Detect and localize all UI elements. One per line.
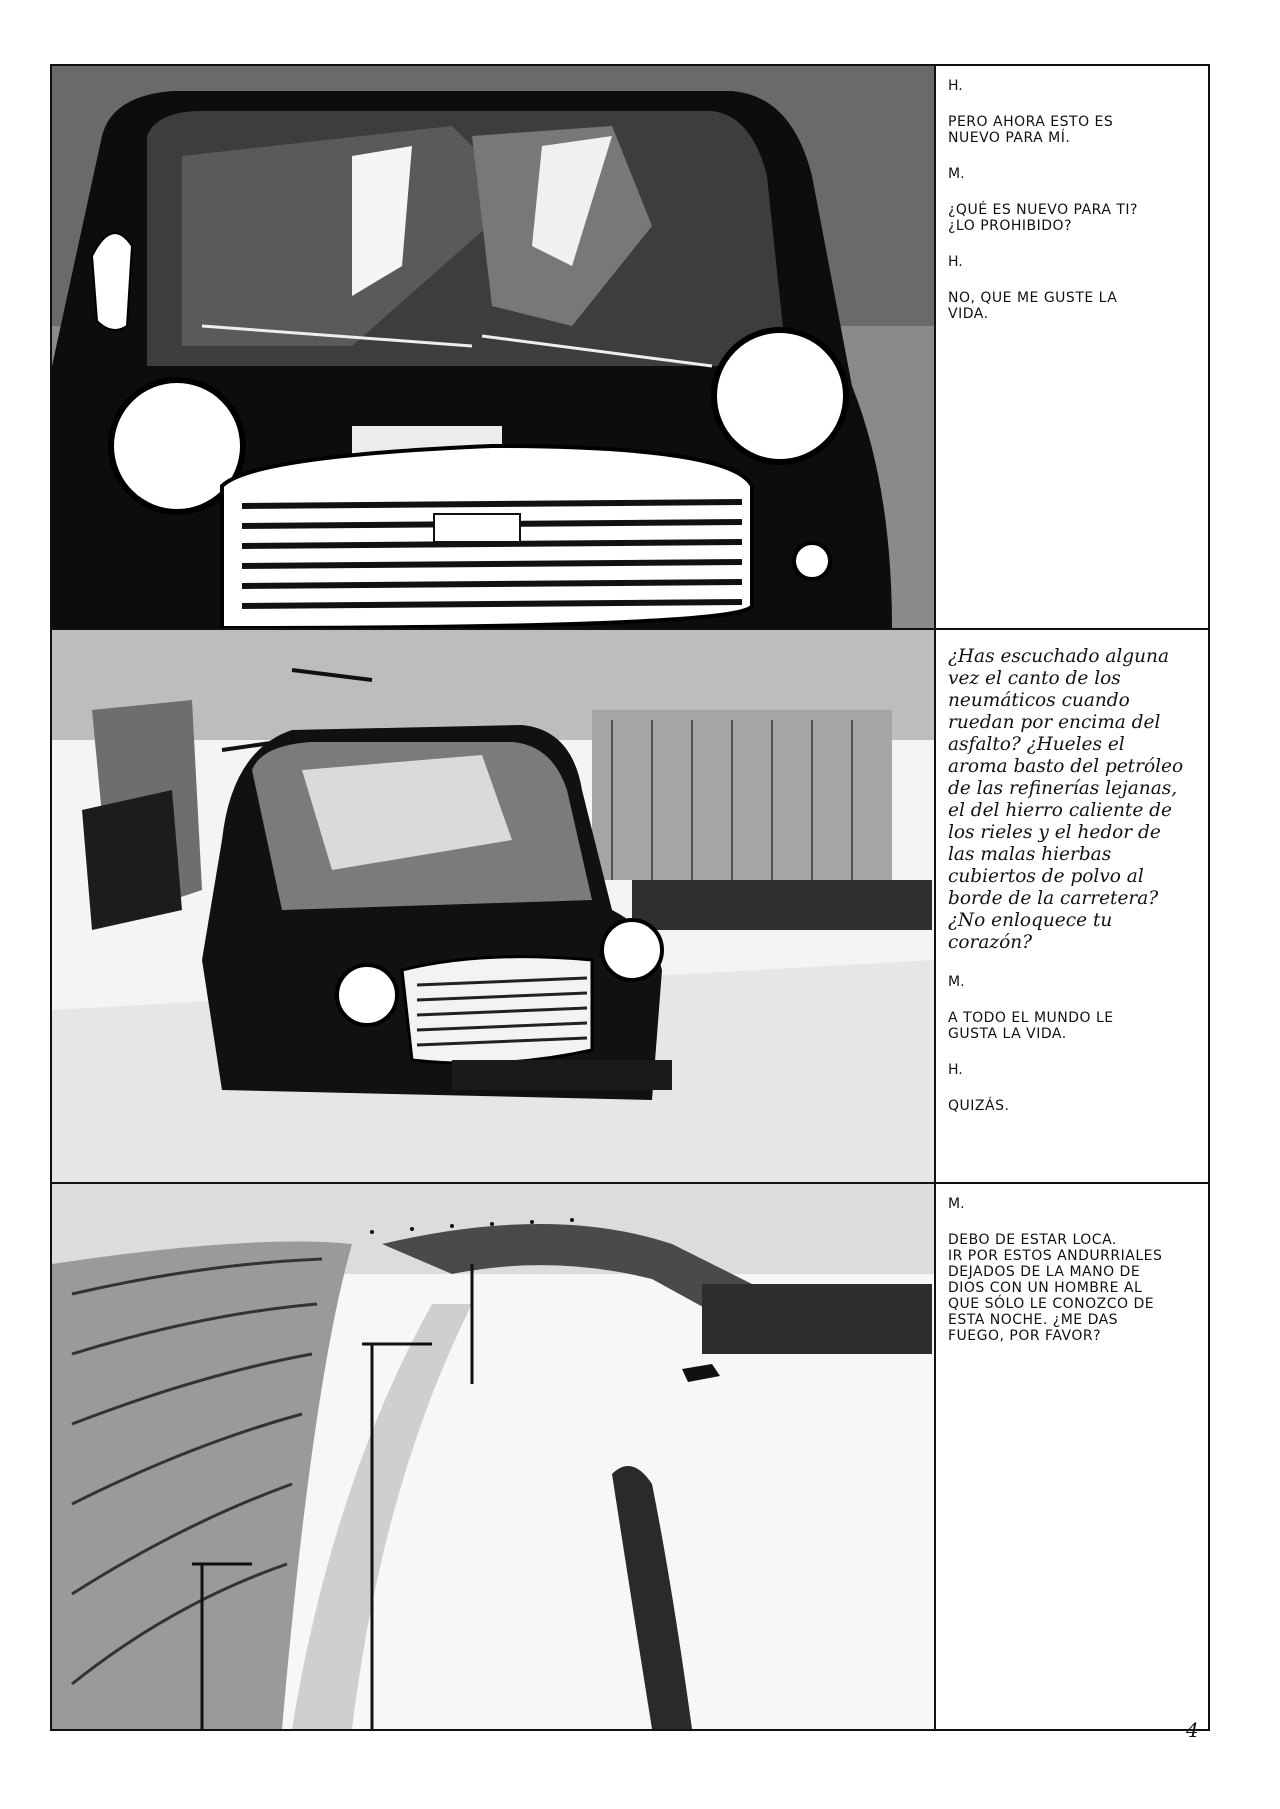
narration-line: ruedan por encima del	[948, 712, 1161, 733]
column-divider	[934, 64, 936, 1731]
dialogue-line: ESTA NOCHE. ¿ME DAS	[948, 1312, 1119, 1328]
narration-line: aroma basto del petróleo	[948, 756, 1184, 777]
dialogue-line: NO, QUE ME GUSTE LA	[948, 290, 1118, 306]
dialogue-line: DEJADOS DE LA MANO DE	[948, 1264, 1141, 1280]
panel-1-illustration	[52, 66, 934, 628]
dialogue-line: DIOS CON UN HOMBRE AL	[948, 1280, 1143, 1296]
narration-line: neumáticos cuando	[948, 690, 1130, 711]
dialogue-line: NUEVO PARA MÍ.	[948, 130, 1071, 146]
narration-line: las malas hierbas	[948, 844, 1112, 865]
narration-line: de las refinerías lejanas,	[948, 778, 1178, 799]
panel-2-illustration	[52, 630, 934, 1182]
dialogue-line: IR POR ESTOS ANDURRIALES	[948, 1248, 1163, 1264]
narration-line: cubiertos de polvo al	[948, 866, 1144, 887]
dialogue-line: ¿QUÉ ES NUEVO PARA TI?	[948, 202, 1138, 218]
narration-line: ¿No enloquece tu corazón?	[948, 910, 1113, 953]
dialogue-line: A TODO EL MUNDO LE	[948, 1010, 1114, 1026]
speaker-label: H.	[948, 1062, 963, 1078]
dialogue-line: GUSTA LA VIDA.	[948, 1026, 1067, 1042]
dialogue-line: ¿LO PROHIBIDO?	[948, 218, 1073, 234]
narration-line: los rieles y el hedor de	[948, 822, 1161, 843]
dialogue-line: PERO AHORA ESTO ES	[948, 114, 1114, 130]
panel-2-dialogue	[948, 646, 1200, 1114]
speaker-label: M.	[948, 166, 965, 182]
speaker-label: M.	[948, 1196, 965, 1212]
speaker-label: H.	[948, 78, 963, 94]
dialogue-line: VIDA.	[948, 306, 989, 322]
speaker-label: M.	[948, 974, 965, 990]
narration-line: ¿Has escuchado alguna	[948, 646, 1169, 667]
narration-line: vez el canto de los	[948, 668, 1121, 689]
speaker-label: H.	[948, 254, 963, 270]
page-number: 4	[1186, 1718, 1199, 1742]
narration-line: asfalto? ¿Hueles el	[948, 734, 1125, 755]
dialogue-line: FUEGO, POR FAVOR?	[948, 1328, 1102, 1344]
narration-line: borde de la carretera?	[948, 888, 1159, 909]
dialogue-line: QUE SÓLO LE CONOZCO DE	[948, 1296, 1155, 1312]
dialogue-line: DEBO DE ESTAR LOCA.	[948, 1232, 1117, 1248]
panel-3-dialogue	[948, 1196, 1200, 1344]
narration-line: el del hierro caliente de	[948, 800, 1172, 821]
dialogue-line: QUIZÁS.	[948, 1098, 1010, 1114]
panel-3-illustration	[52, 1184, 934, 1729]
panel-1-dialogue	[948, 78, 1200, 322]
